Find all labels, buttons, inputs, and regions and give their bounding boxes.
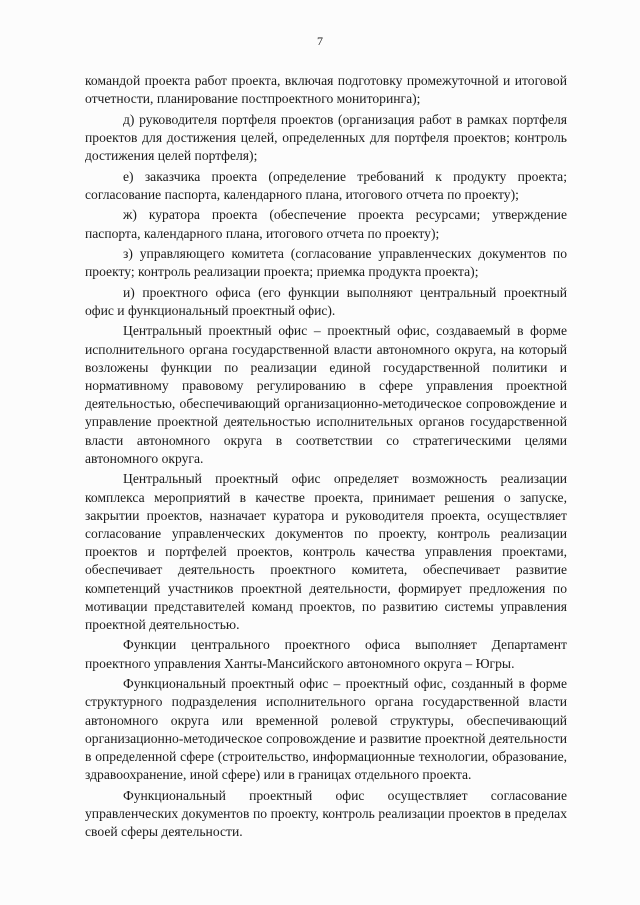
list-item-d: д) руководителя портфеля проектов (организация работ в рамках портфеля проектов для достижения целей, определенных для портфеля проектов; контроль достижения целей портфеля); — [85, 111, 567, 164]
list-item-zh: ж) куратора проекта (обеспечение проекта ресурсами; утверждение паспорта, календарного плана, итогового отчета по проекту); — [85, 207, 567, 241]
page-number: 7 — [317, 34, 323, 48]
paragraph-functional-office-functions: Функциональный проектный офис осуществляет согласование управленческих документов по проекту, контроль реализации проектов в пределах своей сферы деятельности. — [85, 787, 567, 840]
paragraph-department: Функции центрального проектного офиса выполняет Департамент проектного управления Ханты-Мансийского автономного округа – Югры. — [85, 637, 567, 671]
paragraph-continuation: командой проекта работ проекта, включая подготовку промежуточной и итоговой отчетности, планирование постпроектного мониторинга); — [85, 73, 567, 107]
paragraph-central-office-functions: Центральный проектный офис определяет возможность реализации комплекса мероприятий в качестве проекта, принимает решения о запуске, закрытии проектов, назначает куратора и руководителя проекта, осуществляет согласование управленческих документов по проекту, контроль реализации проектов и портфелей проектов, контроль качества управления проектами, обеспечивает деятельность проектного комитета, обеспечивает развитие компетенций участников проектной деятельности, формирует предложения по мотивации представителей команд проектов, по развитию системы управления проектной деятельностью. — [85, 471, 567, 632]
paragraph-functional-office-definition: Функциональный проектный офис – проектный офис, созданный в форме структурного подразделения исполнительного органа государственной власти автономного округа или временной ролевой структуры, обеспечивающий организационно-методическое сопровождение и развитие проектной деятельности в определенной сфере (строительство, информационные технологии, образование, здравоохранение, иной сфере) или в границах отдельного проекта. — [85, 676, 567, 783]
document-body — [85, 72, 567, 844]
list-item-i: и) проектного офиса (его функции выполняют центральный проектный офис и функциональный проектный офис). — [85, 284, 567, 318]
list-item-z: з) управляющего комитета (согласование управленческих документов по проекту; контроль реализации проекта; приемка продукта проекта); — [85, 246, 567, 280]
paragraph-central-office-definition: Центральный проектный офис – проектный офис, создаваемый в форме исполнительного органа государственной власти автономного округа, на который возложены функции по реализации единой государственной политики и нормативному правовому регулированию в сфере управления проектной деятельностью, обеспечивающий организационно-методическое сопровождение и управление проектной деятельностью исполнительных органов государственной власти автономного округа в соответствии со стратегическими целями автономного округа. — [85, 323, 567, 466]
list-item-e: е) заказчика проекта (определение требований к продукту проекта; согласование паспорта, календарного плана, итогового отчета по проекту); — [85, 168, 567, 202]
